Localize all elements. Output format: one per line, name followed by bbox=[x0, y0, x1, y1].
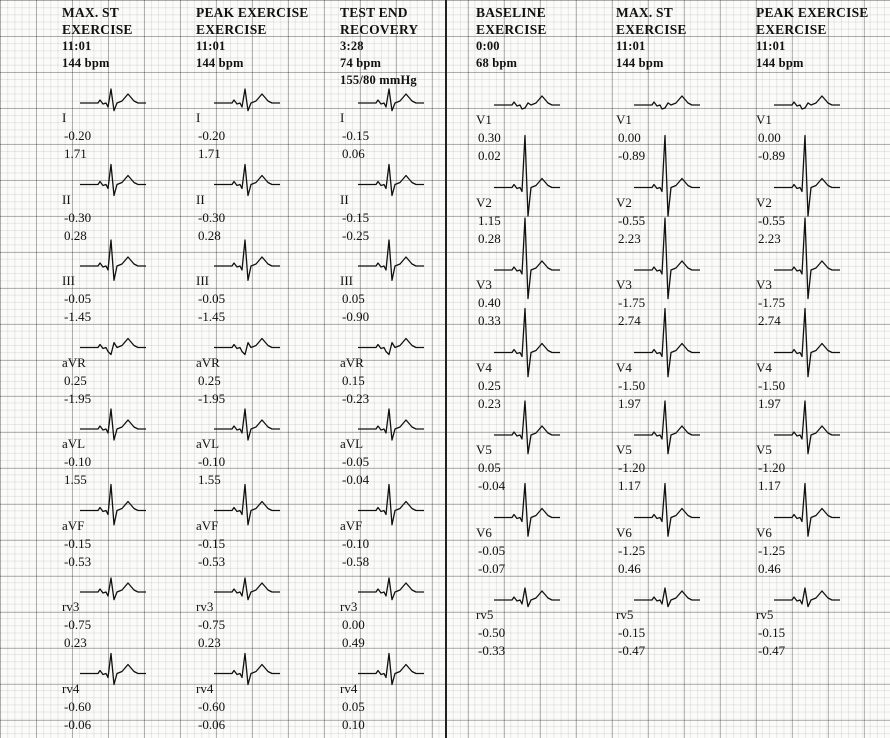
lead-name: V4 bbox=[756, 359, 772, 375]
lead-name: V3 bbox=[756, 277, 772, 292]
st-slope: 1.71 bbox=[198, 146, 221, 161]
st-level: -0.55 bbox=[618, 212, 646, 228]
lead-name: V6 bbox=[476, 524, 492, 540]
ecg-trace bbox=[80, 339, 146, 355]
lead-measure bbox=[616, 606, 645, 660]
st-slope: -0.04 bbox=[342, 472, 370, 487]
lead-measure bbox=[62, 354, 91, 408]
lead-name: rv3 bbox=[340, 599, 358, 614]
lead-measure bbox=[476, 359, 501, 413]
st-slope: 0.46 bbox=[758, 560, 781, 576]
st-level: -0.30 bbox=[198, 209, 226, 225]
ecg-trace bbox=[358, 654, 424, 685]
column-title-line1: PEAK EXERCISE bbox=[196, 5, 309, 20]
st-slope: -0.06 bbox=[64, 716, 92, 732]
column-6 bbox=[756, 4, 890, 72]
ecg-trace bbox=[634, 96, 700, 109]
st-slope: 1.17 bbox=[618, 478, 641, 493]
st-slope: -0.06 bbox=[198, 716, 226, 732]
ecg-trace bbox=[80, 89, 146, 111]
lead-name: I bbox=[62, 110, 67, 125]
column-header bbox=[340, 4, 480, 89]
lead-measure bbox=[616, 359, 645, 413]
lead-measure bbox=[340, 109, 369, 163]
st-level: -0.15 bbox=[64, 535, 92, 551]
st-slope: 1.17 bbox=[758, 478, 781, 493]
lead-name: V1 bbox=[756, 112, 772, 127]
st-level: 0.05 bbox=[478, 460, 501, 475]
lead-name: II bbox=[340, 191, 349, 207]
elapsed-time: 11:01 bbox=[756, 39, 786, 53]
lead-name: rv3 bbox=[62, 599, 80, 614]
st-slope: 1.71 bbox=[64, 146, 87, 161]
st-slope: 1.55 bbox=[198, 472, 221, 487]
st-slope: -0.89 bbox=[618, 148, 646, 163]
st-level: 0.15 bbox=[342, 372, 365, 388]
st-slope: 0.10 bbox=[342, 716, 365, 732]
st-level: -1.25 bbox=[618, 542, 646, 558]
elapsed-time: 11:01 bbox=[62, 39, 92, 53]
lead-name: rv4 bbox=[196, 680, 214, 696]
lead-measure bbox=[476, 111, 501, 165]
lead-name: aVL bbox=[340, 436, 364, 451]
lead-name: V5 bbox=[756, 442, 772, 457]
heart-rate: 144 bpm bbox=[62, 56, 110, 70]
st-level: 0.05 bbox=[342, 291, 365, 306]
lead-name: III bbox=[340, 273, 353, 288]
lead-name: rv3 bbox=[196, 599, 214, 614]
heart-rate: 144 bpm bbox=[196, 56, 244, 70]
st-slope: 2.74 bbox=[618, 313, 641, 328]
st-slope: -1.95 bbox=[198, 390, 226, 406]
ecg-trace bbox=[494, 309, 560, 377]
st-level: -0.55 bbox=[758, 212, 786, 228]
st-level: -0.10 bbox=[198, 454, 226, 469]
st-slope: -0.90 bbox=[342, 309, 370, 324]
st-slope: 0.33 bbox=[478, 313, 501, 328]
lead-name: V2 bbox=[756, 194, 772, 210]
lead-measure bbox=[196, 680, 225, 734]
st-slope: -0.47 bbox=[618, 643, 646, 658]
heart-rate: 144 bpm bbox=[756, 56, 804, 70]
st-level: -0.50 bbox=[478, 625, 506, 640]
lead-measure bbox=[340, 354, 369, 408]
lead-name: V1 bbox=[616, 112, 632, 127]
column-header bbox=[756, 4, 890, 72]
ecg-trace bbox=[214, 89, 280, 111]
lead-measure bbox=[756, 606, 785, 660]
st-slope: -1.95 bbox=[64, 390, 92, 406]
st-level: -0.15 bbox=[342, 209, 370, 225]
lead-measure bbox=[340, 191, 369, 245]
st-slope: -0.47 bbox=[758, 643, 786, 658]
column-title-line1: MAX. ST bbox=[62, 5, 119, 20]
lead-name: II bbox=[62, 191, 71, 207]
st-level: 1.15 bbox=[478, 212, 501, 228]
lead-name: V5 bbox=[616, 442, 632, 457]
lead-measure bbox=[196, 191, 225, 245]
lead-measure bbox=[340, 598, 365, 652]
st-level: -0.15 bbox=[198, 535, 226, 551]
lead-name: rv5 bbox=[756, 607, 774, 622]
lead-name: aVR bbox=[340, 354, 364, 370]
lead-measure bbox=[62, 517, 91, 571]
column-4 bbox=[476, 4, 616, 72]
column-header bbox=[616, 4, 756, 72]
st-slope: -1.45 bbox=[198, 309, 226, 324]
ecg-trace bbox=[358, 89, 424, 111]
st-level: 0.00 bbox=[618, 130, 641, 145]
lead-name: rv5 bbox=[616, 607, 634, 622]
elapsed-time: 0:00 bbox=[476, 39, 500, 53]
lead-name: aVF bbox=[62, 517, 85, 533]
st-level: 0.40 bbox=[478, 295, 501, 310]
st-level: -1.75 bbox=[618, 295, 646, 310]
st-slope: -0.25 bbox=[342, 227, 370, 243]
heart-rate: 68 bpm bbox=[476, 56, 518, 70]
heart-rate: 74 bpm bbox=[340, 56, 382, 70]
st-level: -0.75 bbox=[198, 617, 226, 632]
ecg-trace bbox=[494, 588, 560, 607]
ecg-trace bbox=[214, 339, 280, 355]
lead-measure bbox=[476, 276, 501, 330]
lead-name: V2 bbox=[476, 194, 492, 210]
lead-measure bbox=[476, 441, 505, 495]
st-level: 0.25 bbox=[198, 372, 221, 388]
st-slope: 2.23 bbox=[758, 230, 781, 246]
lead-name: V3 bbox=[476, 277, 492, 292]
lead-name: V3 bbox=[616, 277, 632, 292]
st-slope: 0.02 bbox=[478, 148, 501, 163]
lead-name: V4 bbox=[476, 359, 492, 375]
lead-measure bbox=[616, 111, 645, 165]
st-slope: 1.97 bbox=[618, 395, 641, 411]
lead-name: V4 bbox=[616, 359, 632, 375]
st-slope: 0.23 bbox=[64, 635, 87, 650]
lead-measure bbox=[62, 680, 91, 734]
st-slope: 2.23 bbox=[618, 230, 641, 246]
st-level: -0.60 bbox=[64, 698, 92, 714]
elapsed-time: 11:01 bbox=[196, 39, 226, 53]
st-slope: 1.97 bbox=[758, 395, 781, 411]
lead-measure bbox=[340, 272, 369, 326]
column-header bbox=[196, 4, 336, 72]
lead-name: aVF bbox=[196, 517, 219, 533]
column-1 bbox=[62, 4, 202, 72]
lead-measure bbox=[340, 435, 369, 489]
lead-measure bbox=[62, 109, 91, 163]
ecg-trace bbox=[634, 588, 700, 607]
lead-measure bbox=[616, 524, 645, 578]
st-level: -0.30 bbox=[64, 209, 92, 225]
lead-measure bbox=[196, 109, 225, 163]
st-level: -1.25 bbox=[758, 542, 786, 558]
lead-measure bbox=[196, 517, 225, 571]
st-level: -0.15 bbox=[342, 128, 370, 143]
heart-rate: 144 bpm bbox=[616, 56, 664, 70]
st-slope: 0.06 bbox=[342, 146, 365, 161]
ecg-trace bbox=[774, 588, 840, 607]
lead-measure bbox=[62, 435, 91, 489]
lead-measure bbox=[62, 598, 91, 652]
lead-name: aVL bbox=[62, 436, 86, 451]
lead-measure bbox=[616, 194, 645, 248]
ecg-trace bbox=[494, 96, 560, 109]
st-level: 0.00 bbox=[342, 617, 365, 632]
lead-measure bbox=[196, 435, 225, 489]
lead-measure bbox=[340, 680, 365, 734]
lead-measure bbox=[616, 276, 645, 330]
st-level: -0.10 bbox=[64, 454, 92, 469]
lead-measure bbox=[756, 524, 785, 578]
st-slope: -0.33 bbox=[478, 643, 506, 658]
st-level: -0.75 bbox=[64, 617, 92, 632]
lead-name: I bbox=[196, 110, 201, 125]
lead-measure bbox=[196, 598, 225, 652]
st-slope: 0.28 bbox=[478, 230, 501, 246]
column-title-line2: EXERCISE bbox=[756, 22, 827, 37]
column-header bbox=[476, 4, 616, 72]
st-level: -0.15 bbox=[618, 625, 646, 640]
st-slope: -0.04 bbox=[478, 478, 506, 493]
column-title-line1: MAX. ST bbox=[616, 5, 673, 20]
lead-name: aVR bbox=[62, 354, 86, 370]
st-slope: 0.49 bbox=[342, 635, 365, 650]
column-title-line2: EXERCISE bbox=[616, 22, 687, 37]
lead-name: rv4 bbox=[62, 680, 80, 696]
lead-measure bbox=[196, 354, 225, 408]
lead-name: V5 bbox=[476, 442, 492, 457]
column-title-line2: RECOVERY bbox=[340, 22, 419, 37]
lead-measure bbox=[476, 606, 505, 660]
lead-name: V6 bbox=[756, 524, 772, 540]
st-slope: -0.89 bbox=[758, 148, 786, 163]
lead-name: III bbox=[62, 273, 75, 288]
lead-measure bbox=[196, 272, 225, 326]
column-title-line2: EXERCISE bbox=[476, 22, 547, 37]
column-title-line1: BASELINE bbox=[476, 5, 546, 20]
ecg-trace bbox=[494, 136, 560, 217]
st-level: -0.05 bbox=[64, 291, 92, 306]
ecg-trace bbox=[774, 96, 840, 109]
column-title-line2: EXERCISE bbox=[196, 22, 267, 37]
st-slope: -0.53 bbox=[198, 553, 226, 569]
lead-measure bbox=[62, 191, 91, 245]
st-level: -0.05 bbox=[342, 454, 370, 469]
lead-measure bbox=[756, 359, 785, 413]
st-level: -0.60 bbox=[198, 698, 226, 714]
lead-measure bbox=[340, 517, 369, 571]
lead-name: aVR bbox=[196, 354, 220, 370]
st-slope: 2.74 bbox=[758, 313, 781, 328]
lead-name: rv5 bbox=[476, 607, 494, 622]
st-level: 0.30 bbox=[478, 130, 501, 145]
ecg-trace bbox=[214, 578, 280, 600]
ecg-trace bbox=[494, 218, 560, 299]
ecg-trace bbox=[80, 578, 146, 600]
lead-name: aVF bbox=[340, 517, 363, 533]
column-header bbox=[62, 4, 202, 72]
st-level: -0.05 bbox=[478, 542, 506, 558]
lead-name: I bbox=[340, 110, 345, 125]
elapsed-time: 3:28 bbox=[340, 39, 364, 53]
st-slope: -0.53 bbox=[64, 553, 92, 569]
st-level: -1.20 bbox=[618, 460, 646, 475]
lead-name: rv4 bbox=[340, 680, 358, 696]
lead-measure bbox=[756, 276, 785, 330]
column-title-line1: PEAK EXERCISE bbox=[756, 5, 869, 20]
lead-measure bbox=[756, 111, 785, 165]
st-level: -1.75 bbox=[758, 295, 786, 310]
st-slope: 0.23 bbox=[478, 395, 501, 411]
blood-pressure: 155/80 mmHg bbox=[340, 73, 417, 87]
st-level: -0.10 bbox=[342, 535, 370, 551]
st-level: -0.20 bbox=[64, 128, 92, 143]
st-slope: -0.58 bbox=[342, 553, 370, 569]
column-3 bbox=[340, 4, 480, 89]
st-slope: -0.23 bbox=[342, 390, 370, 406]
lead-name: III bbox=[196, 273, 209, 288]
column-title-line2: EXERCISE bbox=[62, 22, 133, 37]
st-level: 0.25 bbox=[64, 372, 87, 388]
ecg-trace bbox=[358, 339, 424, 355]
st-slope: 0.28 bbox=[198, 227, 221, 243]
st-level: 0.25 bbox=[478, 377, 501, 393]
st-slope: 0.28 bbox=[64, 227, 87, 243]
lead-name: V2 bbox=[616, 194, 632, 210]
lead-measure bbox=[756, 441, 785, 495]
st-slope: -0.07 bbox=[478, 560, 506, 576]
lead-measure bbox=[476, 524, 505, 578]
lead-name: V6 bbox=[616, 524, 632, 540]
st-level: -0.20 bbox=[198, 128, 226, 143]
st-level: -1.20 bbox=[758, 460, 786, 475]
lead-measure bbox=[62, 272, 91, 326]
st-slope: 0.23 bbox=[198, 635, 221, 650]
st-level: -0.05 bbox=[198, 291, 226, 306]
st-slope: -1.45 bbox=[64, 309, 92, 324]
lead-measure bbox=[756, 194, 785, 248]
st-level: 0.00 bbox=[758, 130, 781, 145]
lead-name: aVL bbox=[196, 436, 220, 451]
column-2 bbox=[196, 4, 336, 72]
ecg-trace bbox=[358, 578, 424, 600]
st-slope: 1.55 bbox=[64, 472, 87, 487]
elapsed-time: 11:01 bbox=[616, 39, 646, 53]
lead-measure bbox=[616, 441, 645, 495]
st-level: 0.05 bbox=[342, 698, 365, 714]
lead-name: II bbox=[196, 191, 205, 207]
lead-name: V1 bbox=[476, 112, 492, 127]
column-5 bbox=[616, 4, 756, 72]
st-level: -1.50 bbox=[618, 377, 646, 393]
st-slope: 0.46 bbox=[618, 560, 641, 576]
st-level: -0.15 bbox=[758, 625, 786, 640]
column-title-line1: TEST END bbox=[340, 5, 408, 20]
lead-measure bbox=[476, 194, 501, 248]
st-level: -1.50 bbox=[758, 377, 786, 393]
